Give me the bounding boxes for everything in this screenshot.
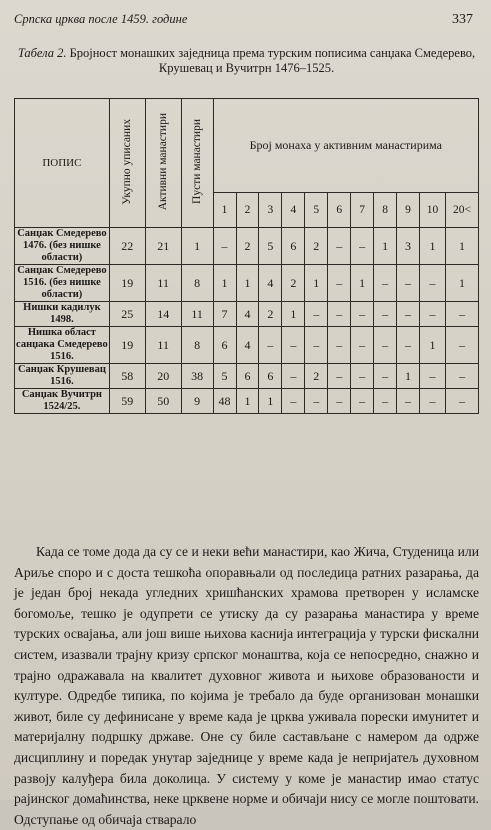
cell-monk-count: –	[420, 364, 446, 389]
table-caption-text: Бројност монашких заједница према турским пописима санџака Смедерево, Крушевац и Вучитрн 1476–1525.	[69, 46, 476, 75]
table-body	[15, 228, 479, 414]
monk-count-header: 20<	[445, 192, 478, 227]
table-row	[15, 265, 479, 302]
cell-monk-count: 1	[420, 228, 446, 265]
monk-count-header: 5	[305, 192, 328, 227]
cell-monk-count: –	[305, 389, 328, 414]
cell-monk-count: 6	[282, 228, 305, 265]
cell-monk-count: 6	[259, 364, 282, 389]
cell-monk-count: –	[328, 327, 351, 364]
cell-active: 21	[145, 228, 181, 265]
cell-monk-count: –	[445, 302, 478, 327]
cell-monk-count: –	[445, 389, 478, 414]
monk-count-header: 8	[374, 192, 397, 227]
header-empty-monasteries: Пусти манастири	[181, 99, 213, 228]
cell-monk-count: 1	[397, 364, 420, 389]
cell-monk-count: –	[282, 389, 305, 414]
monk-count-header: 2	[236, 192, 259, 227]
header-monk-count-group: Број монаха у активним манастирима	[213, 99, 478, 193]
row-label: Санџак Крушевац 1516.	[15, 364, 110, 389]
cell-monk-count: 7	[213, 302, 236, 327]
cell-monk-count: 1	[420, 327, 446, 364]
cell-empty: 9	[181, 389, 213, 414]
cell-active: 14	[145, 302, 181, 327]
cell-empty: 11	[181, 302, 213, 327]
cell-monk-count: 48	[213, 389, 236, 414]
cell-monk-count: 1	[305, 265, 328, 302]
cell-monk-count: –	[374, 265, 397, 302]
cell-monk-count: –	[351, 302, 374, 327]
cell-monk-count: 2	[305, 364, 328, 389]
cell-monk-count: –	[445, 327, 478, 364]
cell-monk-count: –	[259, 327, 282, 364]
cell-empty: 1	[181, 228, 213, 265]
table-caption-label: Табела 2.	[17, 46, 67, 60]
cell-monk-count: 1	[259, 389, 282, 414]
cell-active: 11	[145, 327, 181, 364]
cell-monk-count: –	[305, 302, 328, 327]
cell-total: 22	[109, 228, 145, 265]
monk-count-header: 1	[213, 192, 236, 227]
cell-monk-count: –	[397, 265, 420, 302]
cell-active: 20	[145, 364, 181, 389]
header-popis: ПОПИС	[15, 99, 110, 228]
cell-empty: 8	[181, 327, 213, 364]
cell-monk-count: –	[397, 327, 420, 364]
cell-monk-count: –	[420, 265, 446, 302]
cell-monk-count: –	[328, 302, 351, 327]
cell-monk-count: 4	[259, 265, 282, 302]
cell-monk-count: 5	[259, 228, 282, 265]
cell-active: 11	[145, 265, 181, 302]
cell-total: 59	[109, 389, 145, 414]
header-active-monasteries: Активни манастири	[145, 99, 181, 228]
cell-monk-count: 1	[445, 265, 478, 302]
cell-total: 25	[109, 302, 145, 327]
cell-monk-count: –	[374, 389, 397, 414]
cell-monk-count: 2	[282, 265, 305, 302]
cell-monk-count: 2	[236, 228, 259, 265]
row-label: Санџак Смедерево 1476. (без нишке области)	[15, 228, 110, 265]
cell-monk-count: 6	[236, 364, 259, 389]
cell-monk-count: –	[351, 228, 374, 265]
monk-count-header: 10	[420, 192, 446, 227]
running-head: Српска црква после 1459. године	[14, 12, 188, 26]
cell-monk-count: 2	[305, 228, 328, 265]
table-row	[15, 228, 479, 265]
cell-monk-count: –	[374, 327, 397, 364]
cell-monk-count: –	[213, 228, 236, 265]
table-row	[15, 389, 479, 414]
table-row	[15, 327, 479, 364]
body-paragraph: Када се томе дода да су се и неки већи манастири, као Жича, Студеница или Ариље споро и с доста тешкоћа опоравњали од последица ратних разарања, да је један број некада угледних хришћанских храмова претворен у исламске богомоље, тешко је одупрети се утиску да су разарања манастира у време турских освајања, али још више њихова каснија интеграција у турски фискални систем, изазвали трајну кризу српског монаштва, која се непосредно, снажно и трајно одражавала на квалитет духовног живота и њихове образованости и културе. Одредбе типика, по којима је требало да буде организован монашки живот, биле су дефинисане у време када је црква уживала порески имунитет и материјалну подршку државе. Оне су биле састављане с намером да одрже дисциплину и поредак унутар заједнице у време када је непријатељ духовном развоју калуђера била доколица. У систему у коме је манастир имао статус рајинског домаћинства, неке црквене норме и обичаји нису се могле поштовати. Одступање од обичаја стварало	[14, 544, 479, 827]
cell-monk-count: –	[328, 265, 351, 302]
cell-monk-count: 1	[213, 265, 236, 302]
cell-monk-count: –	[305, 327, 328, 364]
cell-monk-count: 4	[236, 302, 259, 327]
cell-monk-count: –	[282, 364, 305, 389]
cell-monk-count: –	[397, 389, 420, 414]
cell-monk-count: 4	[236, 327, 259, 364]
monk-count-header: 3	[259, 192, 282, 227]
cell-monk-count: 1	[282, 302, 305, 327]
cell-monk-count: –	[420, 302, 446, 327]
cell-monk-count: –	[328, 389, 351, 414]
cell-monk-count: –	[351, 327, 374, 364]
row-label: Нишка област санџака Смедерево 1516.	[16, 327, 108, 362]
cell-monk-count: –	[351, 389, 374, 414]
cell-monk-count: –	[374, 302, 397, 327]
monk-count-header: 7	[351, 192, 374, 227]
cell-monk-count: –	[374, 364, 397, 389]
cell-active: 50	[145, 389, 181, 414]
cell-monk-count: –	[328, 228, 351, 265]
table-row	[15, 364, 479, 389]
monastic-communities-table	[14, 98, 479, 414]
row-label: Нишки кадилук 1498.	[15, 302, 110, 327]
cell-monk-count: 1	[445, 228, 478, 265]
cell-empty: 8	[181, 265, 213, 302]
table-row	[15, 302, 479, 327]
cell-monk-count: 5	[213, 364, 236, 389]
monk-count-header: 6	[328, 192, 351, 227]
cell-monk-count: –	[445, 364, 478, 389]
header-total-registered: Укупно уписаних	[109, 99, 145, 228]
cell-monk-count: –	[420, 389, 446, 414]
cell-monk-count: 1	[236, 265, 259, 302]
page-number: 337	[452, 12, 473, 27]
cell-monk-count: –	[397, 302, 420, 327]
cell-monk-count: –	[351, 364, 374, 389]
monk-count-header: 9	[397, 192, 420, 227]
cell-monk-count: 2	[259, 302, 282, 327]
table-caption	[14, 46, 479, 76]
cell-monk-count: 1	[236, 389, 259, 414]
cell-monk-count: 1	[374, 228, 397, 265]
cell-monk-count: 1	[351, 265, 374, 302]
cell-monk-count: 6	[213, 327, 236, 364]
cell-total: 58	[109, 364, 145, 389]
cell-empty: 38	[181, 364, 213, 389]
cell-monk-count: –	[328, 364, 351, 389]
cell-total: 19	[109, 327, 145, 364]
cell-monk-count: –	[282, 327, 305, 364]
cell-total: 19	[109, 265, 145, 302]
body-text	[14, 542, 479, 830]
row-label: Санџак Вучитрн 1524/25.	[15, 389, 110, 414]
row-label: Санџак Смедерево 1516. (без нишке области)	[15, 265, 110, 302]
monk-count-header: 4	[282, 192, 305, 227]
cell-monk-count: 3	[397, 228, 420, 265]
